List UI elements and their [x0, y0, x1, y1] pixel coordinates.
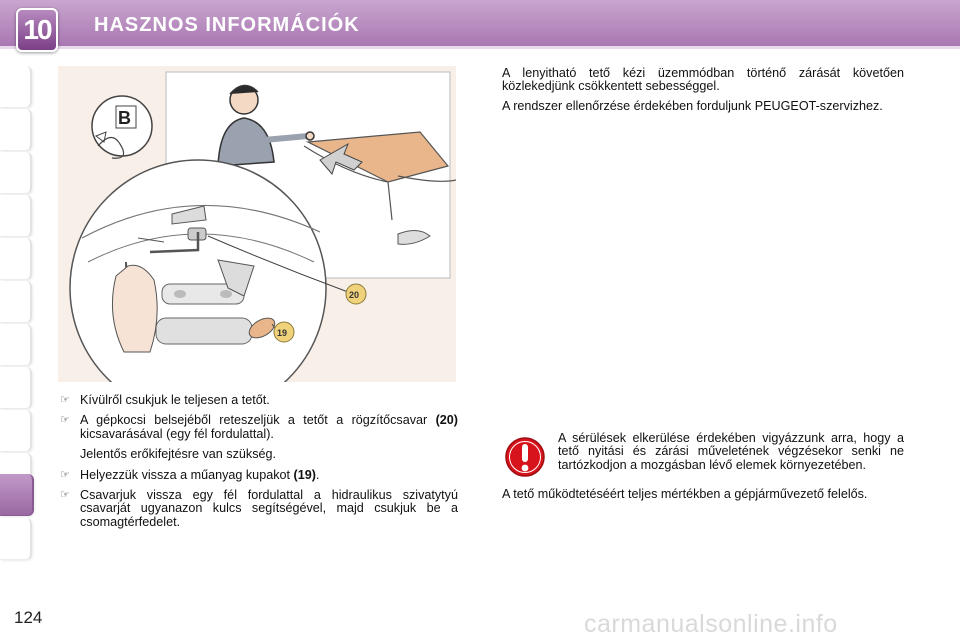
part-reference-19: (19) — [293, 467, 316, 482]
list-item-text: Jelentős erőkifejtésre van szükség. — [80, 447, 277, 462]
warning-paragraph: A sérülések elkerülése érdekében vigyázzunk arra, hogy a tető nyitási és zárási műveletének végzésekor senki ne tartózkodjon a mozgásban lévő elemek környezetében. — [558, 431, 904, 472]
page-number: 124 — [14, 608, 43, 627]
list-item — [58, 469, 458, 482]
list-item-text: Kívülről csukjuk le teljesen a tetőt. — [80, 393, 270, 407]
warning-exclamation-icon — [504, 436, 546, 478]
list-item — [58, 414, 458, 441]
header-divider — [0, 46, 960, 49]
reduced-speed-paragraph: A lenyitható tető kézi üzemmódban történő zárását követően közlekedjünk csökkentett sebességgel. — [502, 66, 904, 94]
side-tab-1[interactable] — [0, 66, 32, 108]
hand-pointer-icon: ☞ — [60, 394, 70, 406]
warning-text — [558, 432, 904, 472]
side-tab-6[interactable] — [0, 281, 32, 323]
service-paragraph: A rendszer ellenőrzése érdekében forduljunk PEUGEOT-szervizhez. — [502, 98, 883, 113]
side-tab-4[interactable] — [0, 195, 32, 237]
side-tab-strip — [0, 66, 32, 576]
step-b-label: B — [118, 108, 131, 128]
callout-20-label: 20 — [349, 290, 360, 300]
hand-pointer-icon: ☞ — [60, 489, 70, 502]
responsibility-paragraph: A tető működtetéséért teljes mértékben a gépjárművezető felelős. — [502, 487, 868, 501]
side-tab-12[interactable] — [0, 518, 32, 560]
responsibility-note — [502, 488, 904, 501]
instruction-list — [58, 394, 458, 536]
list-item — [58, 489, 458, 529]
list-item-note — [58, 448, 458, 461]
hand-pointer-icon: ☞ — [60, 468, 70, 481]
list-item-text: A gépkocsi belsejéből reteszeljük a tetőt a rögzítőcsavar (20) kicsavarásával (egy fél fordulattal). — [80, 413, 458, 441]
callout-19 — [274, 322, 294, 342]
side-tab-5[interactable] — [0, 238, 32, 280]
callout-20 — [346, 284, 366, 304]
hand-pointer-icon: ☞ — [60, 414, 70, 427]
side-tab-9[interactable] — [0, 410, 32, 452]
part-reference-20: (20) — [435, 413, 458, 428]
list-item — [58, 394, 458, 407]
list-item-text: Helyezzük vissza a műanyag kupakot (19). — [80, 467, 320, 482]
chapter-title: HASZNOS INFORMÁCIÓK — [94, 14, 360, 36]
side-tab-7[interactable] — [0, 324, 32, 366]
side-tab-8[interactable] — [0, 367, 32, 409]
side-tab-2[interactable] — [0, 109, 32, 151]
callout-19-label: 19 — [277, 328, 288, 338]
side-tab-11-active[interactable] — [0, 474, 34, 516]
watermark: carmanualsonline.info — [584, 610, 838, 638]
right-column-text — [502, 67, 904, 119]
side-tab-3[interactable] — [0, 152, 32, 194]
chapter-number-badge: 10 — [16, 8, 58, 52]
step-b-icon — [92, 96, 152, 158]
list-item-text: Csavarjuk vissza egy fél fordulattal a hidraulikus szivatytyú csavarját ugyanazon kulcs segítségével, majd csukjuk be a csomagtérfedelet. — [80, 488, 458, 529]
roof-locking-illustration — [58, 66, 456, 382]
